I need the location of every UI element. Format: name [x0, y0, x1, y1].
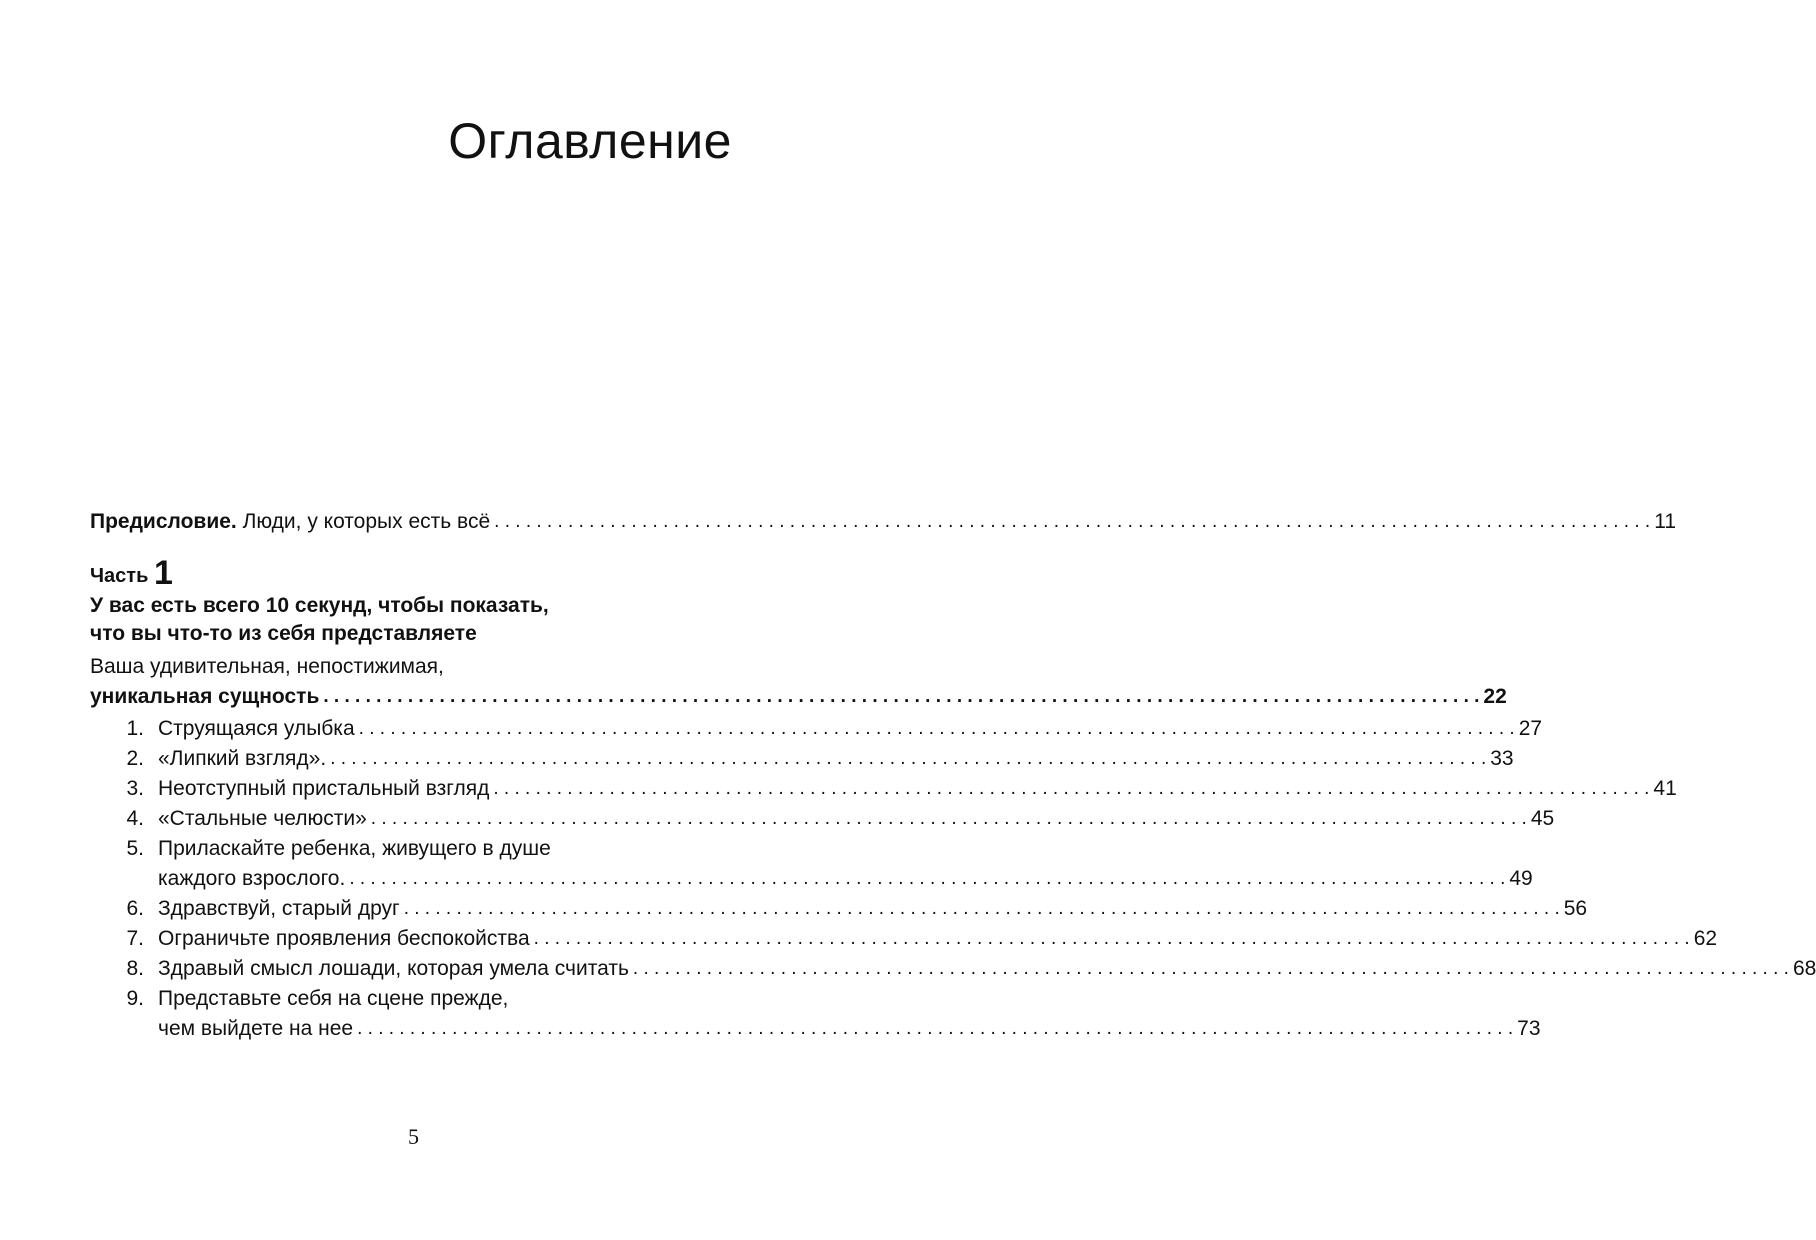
item-page: 41 — [1653, 777, 1677, 800]
item-page: 33 — [1490, 747, 1514, 770]
dot-leader — [330, 744, 1486, 774]
dot-leader — [371, 804, 1527, 834]
dot-leader — [534, 924, 1690, 954]
chapter-list — [90, 714, 1816, 1044]
item-page: 68 — [1792, 957, 1816, 980]
toc-item[interactable] — [90, 894, 1588, 924]
item-number: 4. — [126, 807, 144, 830]
part-label-text: Часть — [90, 565, 149, 587]
dot-leader — [494, 507, 1650, 537]
item-title-line: Приласкайте ребенка, живущего в душе — [158, 837, 551, 860]
item-page: 45 — [1530, 807, 1555, 830]
section-page: 22 — [1483, 685, 1507, 708]
toc-item[interactable] — [90, 744, 1514, 774]
item-page: 73 — [1517, 1017, 1541, 1040]
preface-page: 11 — [1654, 510, 1677, 533]
item-title: Здравый смысл лошади, которая умела считать — [158, 957, 629, 980]
toc-item[interactable] — [90, 834, 1533, 894]
toc-entry-section[interactable] — [90, 652, 1507, 712]
item-number: 2. — [126, 747, 144, 770]
item-number: 3. — [126, 777, 144, 800]
preface-title: Люди, у которых есть всё — [242, 510, 491, 533]
page-number: 5 — [408, 1124, 419, 1149]
item-number: 6. — [126, 897, 144, 920]
toc-item[interactable] — [90, 924, 1718, 954]
toc-item[interactable] — [90, 804, 1555, 834]
section-title-line: Ваша удивительная, непостижимая, — [90, 655, 444, 678]
dot-leader — [404, 894, 1560, 924]
dot-leader — [493, 774, 1649, 804]
item-title: чем выйдете на нее — [158, 1017, 354, 1040]
item-number: 5. — [126, 837, 144, 860]
part-heading-line: что вы что-то из себя представляете — [90, 622, 477, 645]
dot-leader — [633, 954, 1789, 984]
toc-item[interactable] — [90, 774, 1677, 804]
item-title: «Стальные челюсти» — [158, 807, 367, 830]
dot-leader — [357, 1014, 1513, 1044]
page-title: Оглавление — [448, 113, 732, 169]
item-title: Ограничьте проявления беспокойства — [158, 927, 530, 950]
item-page: 49 — [1509, 867, 1533, 890]
part-heading-line: У вас есть всего 10 секунд, чтобы показать, — [90, 594, 549, 617]
toc-item[interactable] — [90, 714, 1543, 744]
item-page: 27 — [1518, 717, 1543, 740]
part-label — [90, 554, 732, 592]
item-number: 8. — [126, 957, 144, 980]
item-number: 1. — [126, 717, 144, 740]
section-title-line: уникальная сущность — [90, 685, 320, 708]
dot-leader — [323, 682, 1479, 712]
item-number: 9. — [126, 987, 144, 1010]
part-heading — [90, 592, 732, 648]
item-title: каждого взрослого. — [158, 867, 346, 890]
item-number: 7. — [126, 927, 144, 950]
preface-label: Предисловие. — [90, 510, 237, 533]
item-title: Струящаяся улыбка — [158, 717, 355, 740]
item-title: «Липкий взгляд». — [158, 747, 327, 770]
dot-leader — [359, 714, 1515, 744]
toc-entry-preface[interactable] — [90, 507, 1677, 537]
item-title: Неотступный пристальный взгляд — [158, 777, 490, 800]
table-of-contents — [90, 507, 1816, 1044]
item-page: 62 — [1693, 927, 1718, 950]
toc-item[interactable] — [90, 954, 1816, 984]
part-number: 1 — [153, 554, 173, 592]
dot-leader — [349, 864, 1505, 894]
item-title: Здравствуй, старый друг — [158, 897, 400, 920]
item-title-line: Представьте себя на сцене прежде, — [158, 987, 509, 1010]
item-page: 56 — [1563, 897, 1588, 920]
toc-item[interactable] — [90, 984, 1541, 1044]
